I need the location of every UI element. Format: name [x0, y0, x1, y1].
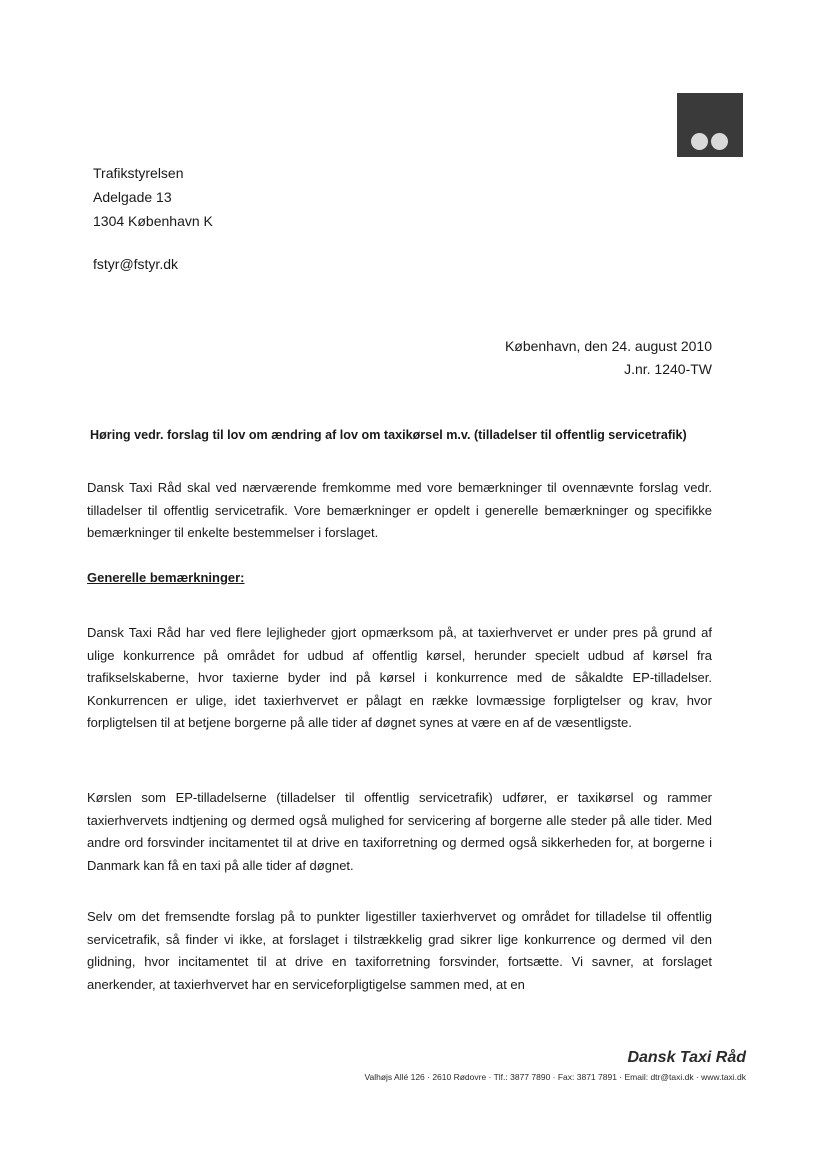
recipient-name: Trafikstyrelsen: [93, 165, 184, 181]
recipient-email: fstyr@fstyr.dk: [93, 256, 178, 272]
body-paragraph: Dansk Taxi Råd har ved flere lejligheder gjort opmærksom på, at taxierhvervet er under pres på grund af ulige konkurrence på området for udbud af offentlig kørsel, herunder specielt udbud af kørsel fra trafikselskaberne, hvor taxierne byder ind på kørsel i konkurrence med de såkaldte EP-tilladelser. Konkurrencen er ulige, idet taxierhvervet er pålagt en række lovmæssige forpligtelser og krav, hvor forpligtelsen til at betjene borgerne på alle tider af døgnet synes at være en af de væsentligste.: [87, 625, 712, 730]
logo-dot-icon: [711, 133, 728, 150]
logo-dot-icon: [691, 133, 708, 150]
recipient-city: 1304 København K: [93, 213, 213, 229]
subject-line: Høring vedr. forslag til lov om ændring af lov om taxikørsel m.v. (tilladelser til offentlig servicetrafik): [90, 428, 687, 442]
section-heading: Generelle bemærkninger:: [87, 570, 245, 585]
letter-date: København, den 24. august 2010: [504, 338, 712, 354]
body-paragraph: Kørslen som EP-tilladelserne (tilladelser til offentlig servicetrafik) udfører, er taxikørsel og rammer taxierhvervets indtjening og dermed også mulighed for servicering af borgerne alle steder på alle tider. Med andre ord forsvinder incitamentet til at drive en taxiforretning og dermed også sikkerheden for, at borgerne i Danmark kan få en taxi på alle tider af døgnet.: [87, 790, 712, 873]
recipient-address: [93, 161, 213, 233]
reference-number: J.nr. 1240-TW: [624, 361, 712, 377]
footer-contact: Valhøjs Allé 126 · 2610 Rødovre · Tlf.: 3877 7890 · Fax: 3871 7891 · Email: dtr@taxi.dk · www.taxi.dk: [364, 1072, 746, 1082]
logo: [677, 93, 743, 157]
intro-paragraph: Dansk Taxi Råd skal ved nærværende fremkomme med vore bemærkninger til ovennævnte forslag vedr. tilladelser til offentlig servicetrafik. Vore bemærkninger er opdelt i generelle bemærkninger og specifikke bemærkninger til enkelte bestemmelser i forslaget.: [87, 480, 712, 540]
footer-brand: Dansk Taxi Råd: [627, 1049, 746, 1066]
recipient-street: Adelgade 13: [93, 189, 172, 205]
body-paragraph: Selv om det fremsendte forslag på to punkter ligestiller taxierhvervet og området for tilladelse til offentlig servicetrafik, så finder vi ikke, at forslaget i tilstrækkelig grad sikrer lige konkurrence og dermed vil den glidning, hvor incitamentet til at drive en taxiforretning forsvinder, fortsætte. Vi savner, at forslaget anerkender, at taxierhvervet har en serviceforpligtigelse sammen med, at en: [87, 909, 712, 992]
